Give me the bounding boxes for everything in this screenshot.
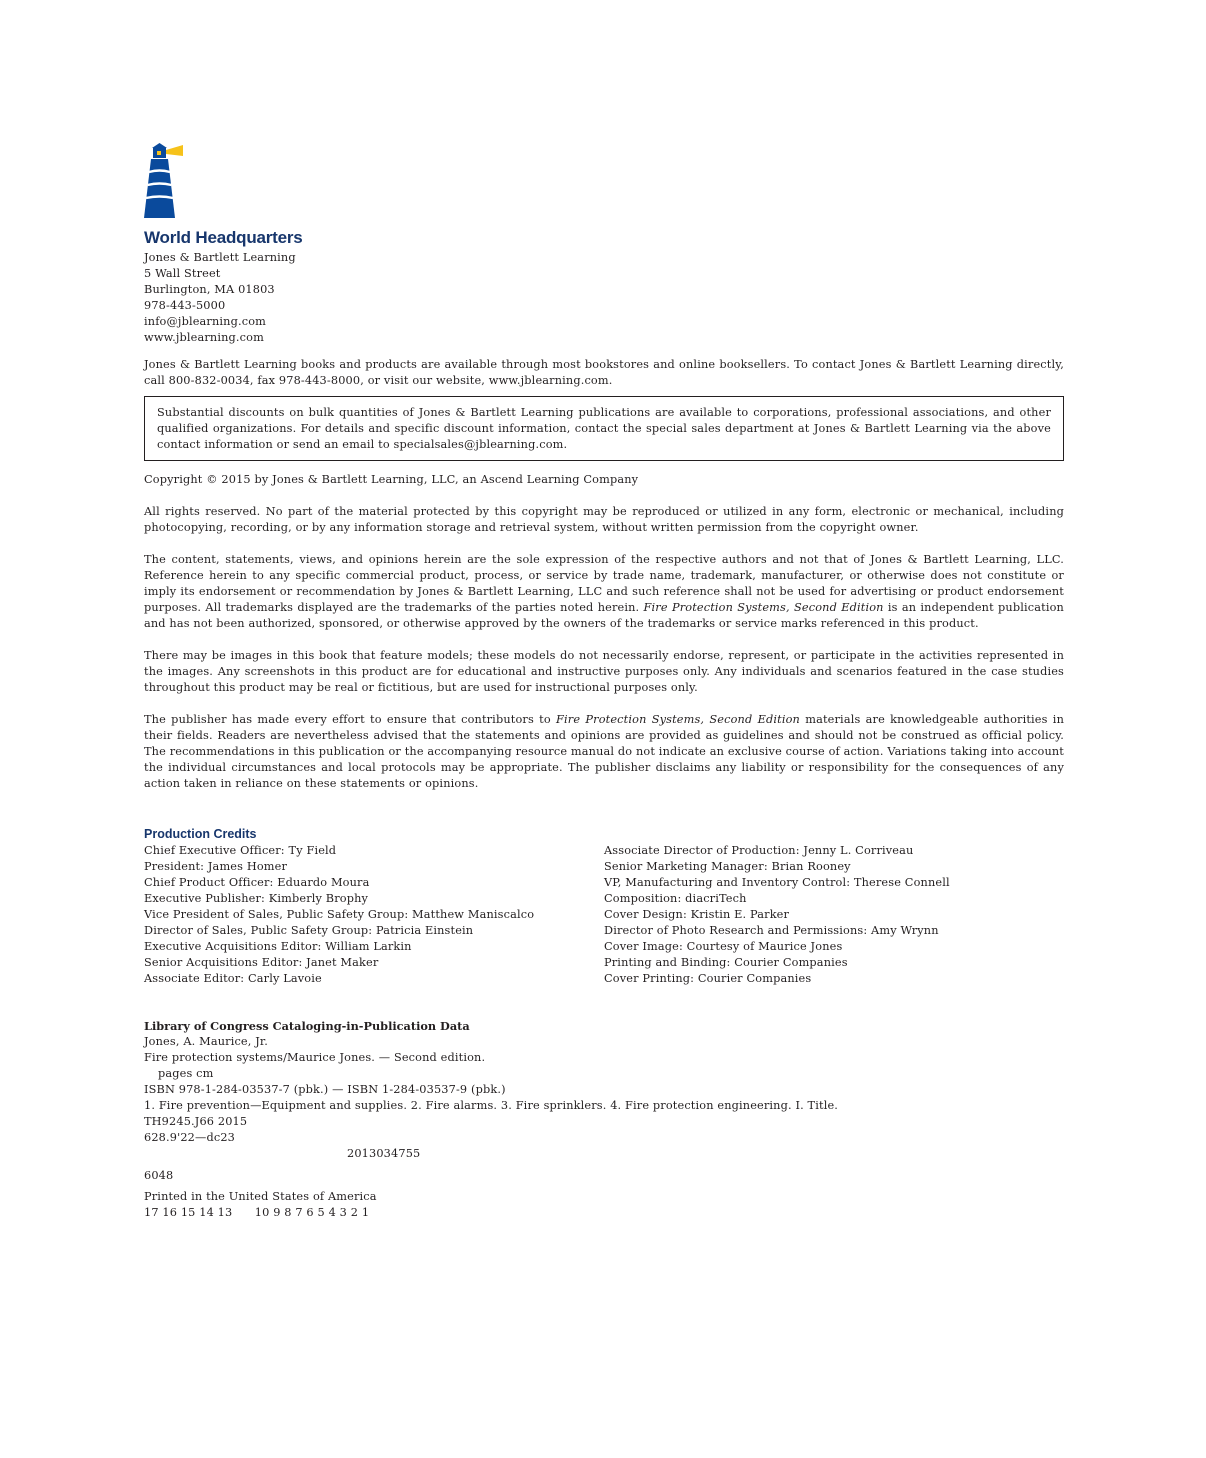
printing-line: 17 16 15 14 13 10 9 8 7 6 5 4 3 2 1 [144, 1206, 370, 1219]
book-title: Fire Protection Systems, Second Edition [556, 713, 800, 726]
bulk-discount-box: Substantial discounts on bulk quantities of Jones & Bartlett Learning publications are available to corporations, professional associations, and other qualified organizations. For details and specific discount information, contact the special sales department at Jones & Bartlett Learning via the above contact information or send an email to specialsales@jblearning.com. [144, 396, 1064, 461]
cip-title: Fire protection systems/Maurice Jones. — Second edition. [144, 1051, 486, 1064]
cip-author: Jones, A. Maurice, Jr. [144, 1035, 268, 1048]
credit-line: Printing and Binding: Courier Companies [604, 956, 848, 969]
book-title: Fire Protection Systems, Second Edition [643, 601, 884, 614]
email-address: info@jblearning.com [144, 315, 267, 328]
credit-line: Cover Printing: Courier Companies [604, 972, 812, 985]
cip-call-number: TH9245.J66 2015 [144, 1115, 248, 1128]
publisher-statement-text: materials are knowledgeable authorities in their fields. Readers are nevertheless advised that the statements and opinions are provided as guidelines and should not be construed as official policy. The recommendations in this publication or the accompanying resource manual do not indicate an exclusive course of action. Variations taking into account the individual circumstances and local protocols may be appropriate. The publisher disclaims any liability or responsibility for the consequences of any action taken in reliance on these statements or opinions. [144, 713, 1065, 790]
credit-line: Cover Design: Kristin E. Parker [604, 908, 790, 921]
world-headquarters-heading: World Headquarters [144, 228, 303, 247]
credit-line: Director of Sales, Public Safety Group: Patricia Einstein [144, 924, 474, 937]
credit-line: VP, Manufacturing and Inventory Control: Therese Connell [604, 876, 950, 889]
credit-line: Cover Image: Courtesy of Maurice Jones [604, 940, 843, 953]
credit-line: Vice President of Sales, Public Safety Group: Matthew Maniscalco [144, 908, 535, 921]
cip-pages: pages cm [158, 1067, 214, 1080]
address-line: 5 Wall Street [144, 267, 221, 280]
credits-right-column [604, 843, 1064, 987]
credit-line: Senior Acquisitions Editor: Janet Maker [144, 956, 379, 969]
credit-line: Composition: diacriTech [604, 892, 747, 905]
cip-data [144, 1034, 1064, 1221]
cip-isbn: ISBN 978-1-284-03537-7 (pbk.) — ISBN 1-284-03537-9 (pbk.) [144, 1083, 506, 1096]
address-line: Jones & Bartlett Learning [144, 251, 296, 264]
production-credits [144, 843, 1064, 987]
credit-line: President: James Homer [144, 860, 288, 873]
publisher-statement-text: The publisher has made every effort to ensure that contributors to [144, 713, 551, 726]
credits-left-column [144, 843, 604, 987]
credit-line: Associate Director of Production: Jenny L. Corriveau [604, 844, 914, 857]
cip-subjects: 1. Fire prevention—Equipment and supplies. 2. Fire alarms. 3. Fire sprinklers. 4. Fire protection engineering. I. Title. [144, 1099, 839, 1112]
content-statement-text: is an independent publication and has not been authorized, sponsored, or otherwise approved by the owners of the trademarks or service marks referenced in this product. [144, 601, 1064, 630]
credit-line: Senior Marketing Manager: Brian Rooney [604, 860, 851, 873]
images-statement-paragraph: There may be images in this book that feature models; these models do not necessarily endorse, represent, or participate in the activities represented in the images. Any screenshots in this product are for educational and instructive purposes only. Any individuals and scenarios featured in the case studies throughout this product may be real or fictitious, but are used for instructional purposes only. [144, 649, 1064, 694]
publisher-statement-paragraph [144, 712, 1064, 792]
printed-in: Printed in the United States of America [144, 1190, 377, 1203]
availability-paragraph: Jones & Bartlett Learning books and products are available through most bookstores and online booksellers. To contact Jones & Bartlett Learning directly, call 800-832-0034, fax 978-443-8000, or visit our website, www.jblearning.com. [144, 358, 1064, 387]
credit-line: Chief Product Officer: Eduardo Moura [144, 876, 370, 889]
copyright-notice: Copyright © 2015 by Jones & Bartlett Learning, LLC, an Ascend Learning Company [144, 473, 639, 486]
credit-line: Chief Executive Officer: Ty Field [144, 844, 337, 857]
rights-paragraph: All rights reserved. No part of the material protected by this copyright may be reproduced or utilized in any form, electronic or mechanical, including photocopying, recording, or by any information storage and retrieval system, without written permission from the copyright owner. [144, 505, 1064, 534]
address-line: Burlington, MA 01803 [144, 283, 275, 296]
content-statement-text: The content, statements, views, and opinions herein are the sole expression of the respective authors and not that of Jones & Bartlett Learning, LLC. Reference herein to any specific commercial product, process, or service by trade name, trademark, manufacturer, or otherwise does not constitute or imply its endorsement or recommendation by Jones & Bartlett Learning, LLC and such reference shall not be used for advertising or product endorsement purposes. All trademarks displayed are the trademarks of the parties noted herein. [144, 553, 1064, 614]
phone-number: 978-443-5000 [144, 299, 226, 312]
copyright-page [144, 142, 1064, 1221]
website-url: www.jblearning.com [144, 331, 264, 344]
address-block [144, 250, 1064, 346]
content-statement-paragraph [144, 552, 1064, 632]
lighthouse-logo [144, 142, 184, 218]
cip-lccn: 2013034755 [347, 1147, 421, 1160]
cip-heading: Library of Congress Cataloging-in-Publication Data [144, 1019, 470, 1033]
production-credits-heading: Production Credits [144, 827, 257, 841]
printing-code: 6048 [144, 1169, 174, 1182]
credit-line: Associate Editor: Carly Lavoie [144, 972, 322, 985]
credit-line: Executive Acquisitions Editor: William Larkin [144, 940, 412, 953]
credit-line: Director of Photo Research and Permissions: Amy Wrynn [604, 924, 939, 937]
cip-dewey: 628.9'22—dc23 [144, 1131, 236, 1144]
credit-line: Executive Publisher: Kimberly Brophy [144, 892, 369, 905]
